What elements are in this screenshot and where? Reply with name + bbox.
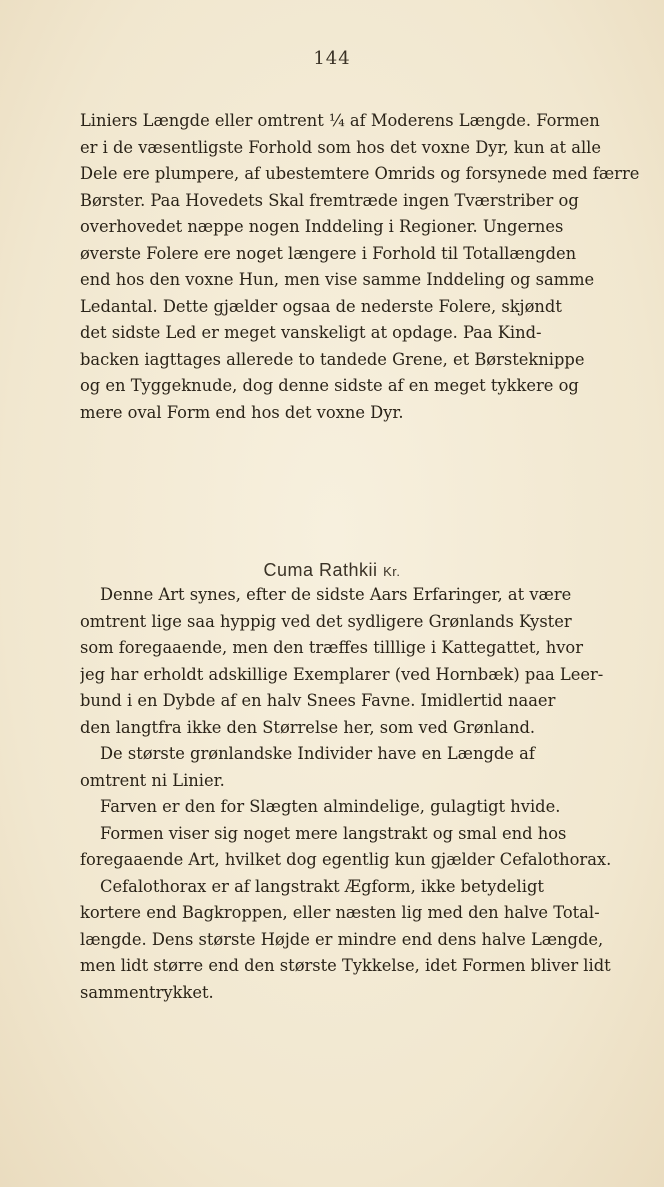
text-line: De største grønlandske Individer have en Længde af [100,744,535,763]
text-line: som foregaaende, men den træffes tilllige i Kattegattet, hvor [80,638,583,657]
section-heading [0,560,664,581]
text-line: Børster. Paa Hovedets Skal fremtræde ingen Tværstriber og [80,190,579,210]
text-line: det sidste Led er meget vanskeligt at opdage. Paa Kind- [80,323,542,342]
paragraph-body-2 [80,582,645,1006]
species-name: Cuma Rathkii [263,560,378,580]
text-line: overhovedet næppe nogen Inddeling i Regioner. Ungernes [80,217,564,236]
text-line: omtrent lige saa hyppig ved det sydligere Grønlands Kyster [80,611,572,631]
text-line: er i de væsentligste Forhold som hos det voxne Dyr, kun at alle [80,137,601,157]
text-line: Farven er den for Slægten almindelige, gulagtigt hvide. [100,797,561,816]
text-line: omtrent ni Linier. [80,770,225,790]
text-line: øverste Folere ere noget længere i Forhold til Totallængden [80,243,577,263]
text-line: længde. Dens største Højde er mindre end dens halve Længde, [80,929,604,949]
text-line: jeg har erholdt adskillige Exemplarer (ved Hornbæk) paa Leer- [80,664,604,684]
text-line: mere oval Form end hos det voxne Dyr. [80,402,404,422]
author-abbreviation: Kr. [383,564,401,579]
text-line: Liniers Længde eller omtrent ¼ af Moderens Længde. Formen [80,111,600,130]
text-line: foregaaende Art, hvilket dog egentlig kun gjælder Cefalothorax. [80,850,612,869]
text-line: den langtfra ikke den Størrelse her, som ved Grønland. [80,717,536,737]
page-number: 144 [313,48,351,69]
text-line: bund i en Dybde af en halv Snees Favne. Imidlertid naaer [80,691,556,710]
text-line: Cefalothorax er af langstrakt Ægform, ikke betydeligt [100,876,544,896]
text-line: sammentrykket. [80,982,214,1002]
text-line: men lidt større end den største Tykkelse, idet Formen bliver lidt [80,956,611,975]
text-line: end hos den voxne Hun, men vise samme Inddeling og samme [80,270,595,289]
text-line: Dele ere plumpere, af ubestemtere Omrids og forsynede med færre [80,164,640,183]
text-line: Formen viser sig noget mere langstrakt og smal end hos [100,823,567,843]
text-line: kortere end Bagkroppen, eller næsten lig med den halve Total- [80,903,600,922]
text-line: Ledantal. Dette gjælder ogsaa de nederste Folere, skjøndt [80,296,562,316]
paragraph-body-1 [80,108,645,426]
text-line: og en Tyggeknude, dog denne sidste af en meget tykkere og [80,376,579,395]
text-line: Denne Art synes, efter de sidste Aars Erfaringer, at være [100,585,572,604]
text-line: backen iagttages allerede to tandede Grene, et Børsteknippe [80,349,585,369]
